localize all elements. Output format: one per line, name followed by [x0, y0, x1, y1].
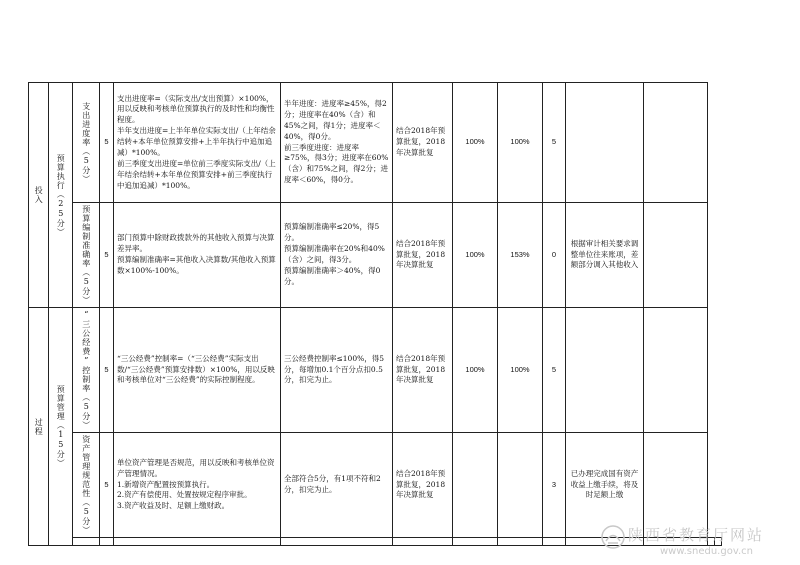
criteria-line: 前三季度进度：进度率≥75%，得3分；进度率在60%（含）和75%之间，得2分；进度率＜60%，得0分。	[284, 142, 389, 185]
indicator-label: 支出进度率（5分）	[81, 101, 91, 184]
level2-cell-budget-mgmt	[49, 308, 73, 546]
empty-cell	[393, 538, 453, 546]
definition-cell	[114, 203, 281, 308]
definition-cell	[114, 308, 281, 433]
criteria-line: 预算编制准确率在20%和40%（含）之间，得3分。	[284, 244, 385, 264]
score-cell: 0	[543, 203, 566, 308]
source-cell: 结合2018年预算批复，2018年决算批复	[393, 433, 453, 538]
score-cell: 5	[543, 83, 566, 203]
watermark-title: 陕西省教育厅网站	[628, 526, 765, 544]
table-row	[29, 83, 722, 203]
definition-line: “三公经费”控制率=（“三公经费”实际支出数/“三公经费”预算安排数）×100%，用以反映和考核单位对“三公经费”的实际控制程度。	[117, 353, 275, 385]
score-cell: 3	[543, 433, 566, 538]
target-cell	[453, 433, 498, 538]
criteria-line: 预算编制准确率≤20%，得5分。	[284, 222, 380, 243]
empty-cell	[281, 538, 393, 546]
site-watermark	[600, 522, 790, 562]
criteria-line: 三公经费控制率≤100%，得5分，每增加0.1个百分点扣0.5分，扣完为止。	[284, 353, 384, 385]
definition-line: 1.新增资产配置按预算执行。	[117, 479, 215, 489]
definition-line: 预算编制准确率=其他收入决算数/其他收入预算数×100%-100%。	[117, 255, 276, 275]
weight-cell: 5	[100, 203, 114, 308]
indicator-cell	[73, 308, 100, 433]
definition-line: 部门预算中除财政拨款外的其他收入预算与决算差异率。	[117, 233, 275, 254]
weight-cell: 5	[100, 433, 114, 538]
actual-cell: 153%	[498, 203, 543, 308]
level2-label: 预算执行（25分）	[56, 153, 66, 237]
definition-cell	[114, 433, 281, 538]
criteria-line: 半年进度：进度率≥45%，得2分；进度率在40%（含）和45%之间，得1分；进度率＜40%，得0分。	[284, 99, 387, 141]
snedu-logo-icon	[600, 524, 626, 550]
criteria-line: 全部符合5分，有1项不符和2分，扣完为止。	[284, 474, 381, 494]
definition-line: 单位资产管理是否规范，用以反映和考核单位资产管理情况。	[117, 457, 275, 478]
definition-line: 支出进度率=（实际支出/支出预算）×100%，用以反映和考核单位预算执行的及时性和均衡性程度。	[117, 93, 275, 125]
indicator-label: 预算编制准确率（5分）	[81, 205, 91, 305]
score-cell: 5	[543, 308, 566, 433]
indicator-label: 资产管理规范性（5分）	[81, 435, 91, 535]
note-cell	[566, 83, 644, 203]
note-cell	[566, 308, 644, 433]
source-cell: 结合2018年预算批复，2018年决算批复	[393, 308, 453, 433]
empty-cell	[644, 203, 708, 308]
definition-cell	[114, 83, 281, 203]
target-cell: 100%	[453, 83, 498, 203]
indicator-cell	[73, 83, 100, 203]
empty-cell	[644, 308, 708, 433]
criteria-cell	[281, 83, 393, 203]
weight-cell: 5	[100, 83, 114, 203]
actual-cell: 100%	[498, 83, 543, 203]
actual-cell	[498, 433, 543, 538]
empty-cell	[114, 538, 281, 546]
indicator-cell	[73, 433, 100, 538]
criteria-cell	[281, 433, 393, 538]
empty-cell	[543, 538, 566, 546]
definition-line: 3.资产收益及时、足额上缴财政。	[117, 501, 230, 511]
empty-cell	[73, 538, 100, 546]
level1-cell-input	[29, 83, 49, 308]
definition-line: 2.资产有偿使用、处置按规定程序审批。	[117, 490, 252, 500]
evaluation-table	[28, 82, 722, 546]
weight-cell: 5	[100, 308, 114, 433]
target-cell: 100%	[453, 203, 498, 308]
criteria-cell	[281, 308, 393, 433]
actual-cell: 100%	[498, 308, 543, 433]
source-cell: 结合2018年预算批复，2018年决算批复	[393, 83, 453, 203]
target-cell: 100%	[453, 308, 498, 433]
definition-line: 半年支出进度=上半年单位实际支出/（上年结余结转+本年单位预算安排+上半年执行中追加追减）*100%。	[117, 126, 276, 157]
empty-cell	[100, 538, 114, 546]
table-row	[29, 203, 722, 308]
performance-evaluation-table-section	[28, 82, 722, 546]
empty-cell	[644, 83, 708, 203]
table-row	[29, 308, 722, 433]
definition-line: 前三季度支出进度=单位前三季度实际支出/（上年结余结转+本年单位预算安排+前三季度执行中追加追减）*100%。	[117, 158, 276, 190]
empty-cell	[498, 538, 543, 546]
empty-cell	[453, 538, 498, 546]
level2-label: 预算管理（15分）	[56, 385, 66, 468]
watermark-url: www.snedu.gov.cn	[660, 546, 753, 557]
level1-label: 投入	[34, 186, 44, 204]
indicator-label: “三公经费”控制率（5分）	[81, 310, 91, 430]
criteria-line: 预算编制准确率＞40%，得0分。	[284, 265, 381, 286]
level2-cell-budget-exec	[49, 83, 73, 308]
note-cell: 已办理完成国有资产收益上缴手续，将及时足额上缴	[566, 433, 644, 538]
note-cell: 根据审计相关要求调整单位往来账项，差额部分调入其他收入	[566, 203, 644, 308]
level1-label: 过程	[34, 417, 44, 436]
level1-cell-process	[29, 308, 49, 546]
criteria-cell	[281, 203, 393, 308]
indicator-cell	[73, 203, 100, 308]
source-cell: 结合2018年预算批复，2018年决算批复	[393, 203, 453, 308]
